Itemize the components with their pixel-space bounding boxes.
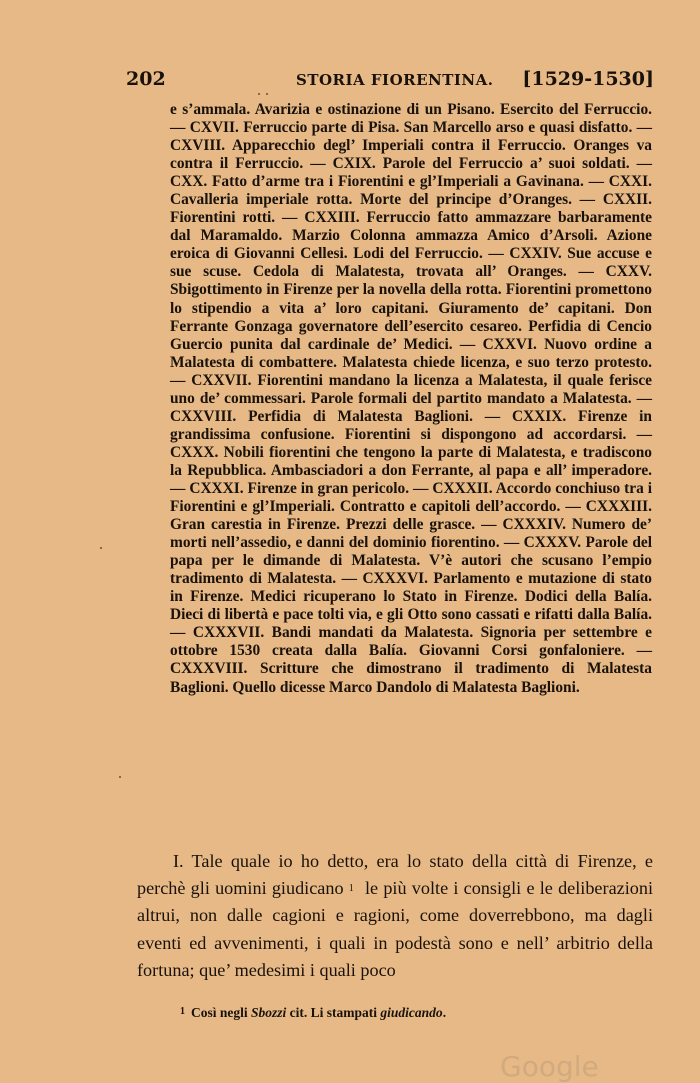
google-watermark: Google	[500, 1050, 599, 1083]
chapter-summary: e s’ammala. Avarizia e ostinazione di un Pisano. Esercito del Ferruccio. — CXVII. Ferruccio parte di Pisa. San Marcello arso e quasi disfatto. — CXVIII. Apparecchio degl’ Imperiali contra il Ferruccio. Oranges va contra il Ferruccio. — CXIX. Parole del Ferruccio a’ suoi soldati. — CXX. Fatto d’arme tra i Fiorentini e gl’Imperiali a Gavinana. — CXXI. Cavalleria imperiale rotta. Morte del principe d’Oranges. — CXXII. Fiorentini rotti. — CXXIII. Ferruccio fatto ammazzare barbaramente dal Maramaldo. Marzio Colonna ammazza Amico d’Arsoli. Azione eroica di Giovanni Cellesi. Lodi del Ferruccio. — CXXIV. Sue accuse e sue scuse. Cedola di Malatesta, trovata all’ Oranges. — CXXV. Sbigottimento in Firenze per la novella della rotta. Fiorentini promettono lo stipendio a vita a’ loro capitani. Giuramento de’ capitani. Don Ferrante Gonzaga governatore dell’esercito cesareo. Perfidia di Cencio Guercio punita dal cardinale de’ Medici. — CXXVI. Nuovo ordine a Malatesta di combattere. Malatesta chiede licenza, e suo terzo protesto. — CXXVII. Fiorentini mandano la licenza a Malatesta, il quale ferisce uno de’ commessari. Parole formali del partito mandato a Malatesta. — CXXVIII. Perfidia di Malatesta Baglioni. — CXXIX. Firenze in grandissima confusione. Fiorentini si dispongono ad accordarsi. — CXXX. Nobili fiorentini che tengono la parte di Malatesta, e tradiscono la Repubblica. Ambasciadori a don Ferrante, al papa e all’ imperadore. — CXXXI. Firenze in gran pericolo. — CXXXII. Accordo conchiuso tra i Fiorentini e gl’Imperiali. Contratto e capitoli dell’accordo. — CXXXIII. Gran carestia in Firenze. Prezzi delle grasce. — CXXXIV. Numero de’ morti nell’assedio, e danni del dominio fiorentino. — CXXXV. Parole del papa per le dimande di Malatesta. V’è autori che scusano l’empio tradimento di Malatesta. — CXXXVI. Parlamento e mutazione di stato in Firenze. Medici ricuperano lo Stato in Firenze. Dodici della Balía. Dieci di libertà e pace tolti via, e gli Otto sono cassati e rifatti dalla Balía. — CXXXVII. Bandi mandati da Malatesta. Signoria per settembre e ottobre 1530 creata dalla Balía. Giovanni Corsi gonfaloniere. — CXXXVIII. Scritture che dimostrano il tradimento di Malatesta Baglioni. Quello dicesse Marco Dandolo di Malatesta Baglioni.	[170, 101, 652, 696]
footnote	[180, 1005, 650, 1021]
print-speck	[119, 776, 121, 778]
footnote-italic-1: Sbozzi	[251, 1005, 287, 1020]
main-paragraph	[137, 848, 653, 984]
footnote-reference[interactable]: 1	[348, 883, 354, 895]
print-speck	[266, 93, 268, 95]
page-number: 202	[126, 68, 166, 90]
footnote-text-1: Così negli	[191, 1005, 248, 1020]
print-speck	[258, 93, 260, 95]
main-text-part2: le più volte i consigli e le deliberazioni altrui, non dalle cagioni e ragioni, come doverrebbono, ma dagli eventi ed avvenimenti, i quali in podestà sono e nell’ arbitrio della fortuna; que’ medesimi i quali poco	[137, 878, 654, 980]
print-speck	[100, 547, 102, 549]
footnote-marker: 1	[180, 1006, 185, 1017]
page-header	[126, 68, 654, 94]
footnote-text-2: cit. Li stampati	[289, 1005, 378, 1020]
main-text-part1: I. Tale quale io ho detto, era lo stato della città di Firenze, e perchè gli uomini giudicano	[137, 851, 653, 899]
running-title: STORIA FIORENTINA.	[296, 71, 494, 89]
footnote-italic-2: giudicando	[380, 1005, 443, 1020]
footnote-text-3: .	[442, 1005, 447, 1020]
date-range: [1529-1530]	[522, 68, 654, 90]
